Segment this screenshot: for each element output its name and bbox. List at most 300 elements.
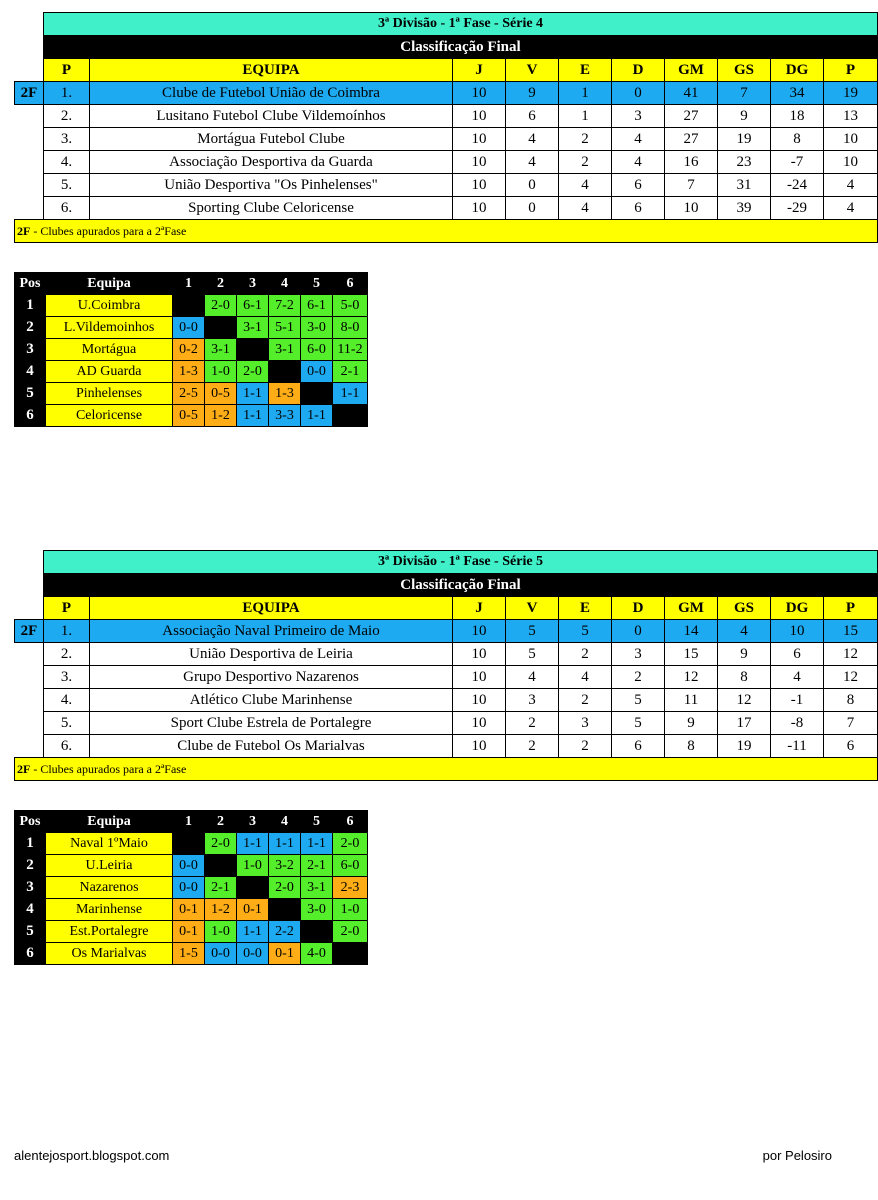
matrix-result: 1-2 bbox=[205, 899, 237, 921]
column-header: D bbox=[612, 59, 665, 82]
column-header: DG bbox=[771, 59, 824, 82]
qualified-badge: 2F bbox=[15, 82, 44, 105]
column-header: EQUIPA bbox=[90, 59, 453, 82]
cell-d: 3 bbox=[612, 105, 665, 128]
matrix-result: 2-0 bbox=[205, 295, 237, 317]
matrix-team: Naval 1ºMaio bbox=[46, 833, 173, 855]
matrix-result: 0-0 bbox=[237, 943, 269, 965]
matrix-pos: 5 bbox=[15, 921, 46, 943]
matrix-header: 4 bbox=[269, 811, 301, 833]
matrix-team: Marinhense bbox=[46, 899, 173, 921]
matrix-header: 4 bbox=[269, 273, 301, 295]
cell-dg: 4 bbox=[771, 666, 824, 689]
matrix-header: 1 bbox=[173, 273, 205, 295]
cell-gm: 11 bbox=[665, 689, 718, 712]
matrix-result: 2-5 bbox=[173, 383, 205, 405]
footer-site[interactable]: alentejosport.blogspot.com bbox=[14, 1148, 170, 1163]
matrix-result: 2-3 bbox=[333, 877, 368, 899]
cell-pos: 3. bbox=[44, 128, 90, 151]
matrix-pos: 3 bbox=[15, 339, 46, 361]
cell-v: 0 bbox=[506, 197, 559, 220]
spacer bbox=[15, 597, 44, 620]
cell-j: 10 bbox=[453, 666, 506, 689]
cell-d: 5 bbox=[612, 712, 665, 735]
cell-d: 0 bbox=[612, 620, 665, 643]
matrix-header: 6 bbox=[333, 273, 368, 295]
cell-gm: 14 bbox=[665, 620, 718, 643]
cell-gm: 16 bbox=[665, 151, 718, 174]
matrix-row bbox=[15, 339, 368, 361]
footnote-key: 2F bbox=[17, 223, 31, 238]
matrix-result: 0-0 bbox=[301, 361, 333, 383]
matrix-pos: 6 bbox=[15, 405, 46, 427]
column-header: E bbox=[559, 597, 612, 620]
cell-gs: 9 bbox=[718, 105, 771, 128]
cell-team: Lusitano Futebol Clube Vildemoínhos bbox=[90, 105, 453, 128]
matrix-row bbox=[15, 855, 368, 877]
cell-j: 10 bbox=[453, 82, 506, 105]
cell-gs: 39 bbox=[718, 197, 771, 220]
matrix-header: Equipa bbox=[46, 273, 173, 295]
matrix-row bbox=[15, 361, 368, 383]
matrix-result: 1-0 bbox=[205, 921, 237, 943]
matrix-result: 3-0 bbox=[301, 317, 333, 339]
matrix-self-cell bbox=[333, 405, 368, 427]
cell-gs: 19 bbox=[718, 128, 771, 151]
matrix-team: Mortágua bbox=[46, 339, 173, 361]
matrix-pos: 6 bbox=[15, 943, 46, 965]
cell-j: 10 bbox=[453, 151, 506, 174]
matrix-result: 2-1 bbox=[301, 855, 333, 877]
cell-pos: 1. bbox=[44, 620, 90, 643]
matrix-result: 2-2 bbox=[269, 921, 301, 943]
footer-author: por Pelosiro bbox=[762, 1148, 832, 1163]
cell-p: 13 bbox=[824, 105, 878, 128]
cell-gs: 31 bbox=[718, 174, 771, 197]
cell-gm: 7 bbox=[665, 174, 718, 197]
cell-gm: 15 bbox=[665, 643, 718, 666]
matrix-header: 3 bbox=[237, 273, 269, 295]
cell-team: Associação Desportiva da Guarda bbox=[90, 151, 453, 174]
cell-d: 6 bbox=[612, 174, 665, 197]
cell-gs: 4 bbox=[718, 620, 771, 643]
cell-p: 19 bbox=[824, 82, 878, 105]
cell-d: 6 bbox=[612, 197, 665, 220]
cell-dg: -8 bbox=[771, 712, 824, 735]
matrix-header: Pos bbox=[15, 273, 46, 295]
matrix-result: 6-1 bbox=[237, 295, 269, 317]
cell-j: 10 bbox=[453, 643, 506, 666]
matrix-result: 2-0 bbox=[269, 877, 301, 899]
column-header: D bbox=[612, 597, 665, 620]
cell-d: 0 bbox=[612, 82, 665, 105]
cell-pos: 4. bbox=[44, 151, 90, 174]
table-row bbox=[15, 174, 878, 197]
matrix-self-cell bbox=[237, 339, 269, 361]
matrix-result: 2-1 bbox=[333, 361, 368, 383]
column-header: DG bbox=[771, 597, 824, 620]
matrix-result: 6-0 bbox=[333, 855, 368, 877]
column-header: EQUIPA bbox=[90, 597, 453, 620]
table-row bbox=[15, 82, 878, 105]
matrix-team: L.Vildemoinhos bbox=[46, 317, 173, 339]
matrix-self-cell bbox=[333, 943, 368, 965]
cell-dg: 18 bbox=[771, 105, 824, 128]
table-row bbox=[15, 620, 878, 643]
cell-pos: 1. bbox=[44, 82, 90, 105]
matrix-result: 1-2 bbox=[205, 405, 237, 427]
matrix-team: Celoricense bbox=[46, 405, 173, 427]
footnote bbox=[15, 758, 878, 781]
column-header: J bbox=[453, 59, 506, 82]
cell-v: 9 bbox=[506, 82, 559, 105]
cell-p: 12 bbox=[824, 666, 878, 689]
cell-d: 4 bbox=[612, 128, 665, 151]
cell-v: 0 bbox=[506, 174, 559, 197]
cell-v: 4 bbox=[506, 128, 559, 151]
matrix-result: 1-1 bbox=[301, 405, 333, 427]
cell-j: 10 bbox=[453, 689, 506, 712]
cell-v: 2 bbox=[506, 712, 559, 735]
cell-d: 6 bbox=[612, 735, 665, 758]
matrix-header: 5 bbox=[301, 273, 333, 295]
matrix-result: 1-0 bbox=[333, 899, 368, 921]
cell-e: 5 bbox=[559, 620, 612, 643]
cell-team: Sport Clube Estrela de Portalegre bbox=[90, 712, 453, 735]
cell-pos: 5. bbox=[44, 712, 90, 735]
cell-dg: -24 bbox=[771, 174, 824, 197]
spacer bbox=[15, 59, 44, 82]
cell-gs: 9 bbox=[718, 643, 771, 666]
spacer bbox=[15, 643, 44, 666]
cell-pos: 5. bbox=[44, 174, 90, 197]
spacer bbox=[15, 174, 44, 197]
matrix-row bbox=[15, 899, 368, 921]
spacer bbox=[15, 128, 44, 151]
matrix-pos: 1 bbox=[15, 295, 46, 317]
matrix-team: Os Marialvas bbox=[46, 943, 173, 965]
matrix-result: 6-1 bbox=[301, 295, 333, 317]
cell-p: 10 bbox=[824, 151, 878, 174]
results-matrix bbox=[14, 272, 368, 427]
matrix-result: 2-1 bbox=[205, 877, 237, 899]
series-title: 3ª Divisão - 1ª Fase - Série 5 bbox=[44, 551, 878, 574]
matrix-result: 2-0 bbox=[333, 833, 368, 855]
cell-team: Clube de Futebol União de Coimbra bbox=[90, 82, 453, 105]
matrix-result: 0-0 bbox=[205, 943, 237, 965]
table-row bbox=[15, 128, 878, 151]
matrix-row bbox=[15, 877, 368, 899]
cell-team: União Desportiva "Os Pinhelenses" bbox=[90, 174, 453, 197]
cell-pos: 2. bbox=[44, 105, 90, 128]
cell-e: 2 bbox=[559, 689, 612, 712]
column-header: GS bbox=[718, 597, 771, 620]
matrix-result: 1-5 bbox=[173, 943, 205, 965]
cell-j: 10 bbox=[453, 712, 506, 735]
cell-pos: 6. bbox=[44, 197, 90, 220]
matrix-result: 0-1 bbox=[269, 943, 301, 965]
column-header: GM bbox=[665, 597, 718, 620]
cell-v: 6 bbox=[506, 105, 559, 128]
matrix-result: 0-5 bbox=[205, 383, 237, 405]
cell-d: 2 bbox=[612, 666, 665, 689]
column-header: GS bbox=[718, 59, 771, 82]
footnote-key: 2F bbox=[17, 761, 31, 776]
cell-gs: 12 bbox=[718, 689, 771, 712]
cell-p: 6 bbox=[824, 735, 878, 758]
cell-e: 2 bbox=[559, 643, 612, 666]
cell-e: 4 bbox=[559, 197, 612, 220]
cell-e: 2 bbox=[559, 735, 612, 758]
spacer bbox=[15, 551, 44, 574]
matrix-self-cell bbox=[205, 855, 237, 877]
table-row bbox=[15, 689, 878, 712]
series-subtitle: Classificação Final bbox=[44, 574, 878, 597]
matrix-pos: 4 bbox=[15, 899, 46, 921]
matrix-result: 1-1 bbox=[237, 833, 269, 855]
cell-v: 2 bbox=[506, 735, 559, 758]
cell-e: 2 bbox=[559, 128, 612, 151]
matrix-result: 3-1 bbox=[301, 877, 333, 899]
table-row bbox=[15, 666, 878, 689]
matrix-row bbox=[15, 921, 368, 943]
matrix-pos: 4 bbox=[15, 361, 46, 383]
cell-team: Mortágua Futebol Clube bbox=[90, 128, 453, 151]
matrix-team: Nazarenos bbox=[46, 877, 173, 899]
matrix-result: 1-1 bbox=[333, 383, 368, 405]
matrix-self-cell bbox=[205, 317, 237, 339]
cell-team: União Desportiva de Leiria bbox=[90, 643, 453, 666]
matrix-result: 5-1 bbox=[269, 317, 301, 339]
matrix-row bbox=[15, 295, 368, 317]
cell-dg: 8 bbox=[771, 128, 824, 151]
cell-v: 5 bbox=[506, 643, 559, 666]
cell-j: 10 bbox=[453, 735, 506, 758]
cell-p: 12 bbox=[824, 643, 878, 666]
matrix-header: 1 bbox=[173, 811, 205, 833]
column-header: GM bbox=[665, 59, 718, 82]
cell-gs: 17 bbox=[718, 712, 771, 735]
matrix-row bbox=[15, 833, 368, 855]
matrix-result: 1-3 bbox=[269, 383, 301, 405]
series-title: 3ª Divisão - 1ª Fase - Série 4 bbox=[44, 13, 878, 36]
cell-p: 8 bbox=[824, 689, 878, 712]
cell-j: 10 bbox=[453, 128, 506, 151]
cell-d: 4 bbox=[612, 151, 665, 174]
matrix-result: 0-0 bbox=[173, 877, 205, 899]
matrix-result: 0-1 bbox=[237, 899, 269, 921]
matrix-row bbox=[15, 943, 368, 965]
footnote-text: - Clubes apurados para a 2ªFase bbox=[30, 223, 187, 238]
matrix-result: 3-0 bbox=[301, 899, 333, 921]
matrix-result: 0-0 bbox=[173, 317, 205, 339]
matrix-result: 2-0 bbox=[333, 921, 368, 943]
series-subtitle: Classificação Final bbox=[44, 36, 878, 59]
cell-gm: 12 bbox=[665, 666, 718, 689]
cell-j: 10 bbox=[453, 197, 506, 220]
matrix-pos: 3 bbox=[15, 877, 46, 899]
cell-gs: 19 bbox=[718, 735, 771, 758]
matrix-self-cell bbox=[301, 383, 333, 405]
cell-team: Associação Naval Primeiro de Maio bbox=[90, 620, 453, 643]
matrix-self-cell bbox=[173, 833, 205, 855]
matrix-row bbox=[15, 317, 368, 339]
matrix-team: Pinhelenses bbox=[46, 383, 173, 405]
cell-p: 15 bbox=[824, 620, 878, 643]
matrix-result: 0-1 bbox=[173, 899, 205, 921]
matrix-result: 1-0 bbox=[237, 855, 269, 877]
cell-j: 10 bbox=[453, 105, 506, 128]
matrix-header: Equipa bbox=[46, 811, 173, 833]
matrix-self-cell bbox=[173, 295, 205, 317]
qualified-badge: 2F bbox=[15, 620, 44, 643]
footnote-text: - Clubes apurados para a 2ªFase bbox=[30, 761, 187, 776]
matrix-header: 2 bbox=[205, 273, 237, 295]
table-row bbox=[15, 105, 878, 128]
cell-gm: 8 bbox=[665, 735, 718, 758]
cell-gm: 9 bbox=[665, 712, 718, 735]
spacer bbox=[15, 13, 44, 36]
matrix-row bbox=[15, 405, 368, 427]
cell-v: 5 bbox=[506, 620, 559, 643]
cell-dg: -1 bbox=[771, 689, 824, 712]
cell-gm: 27 bbox=[665, 105, 718, 128]
matrix-self-cell bbox=[269, 361, 301, 383]
cell-dg: 10 bbox=[771, 620, 824, 643]
matrix-result: 0-1 bbox=[173, 921, 205, 943]
cell-j: 10 bbox=[453, 620, 506, 643]
matrix-header: 2 bbox=[205, 811, 237, 833]
table-row bbox=[15, 197, 878, 220]
cell-dg: -11 bbox=[771, 735, 824, 758]
cell-v: 4 bbox=[506, 151, 559, 174]
matrix-result: 1-1 bbox=[269, 833, 301, 855]
cell-p: 7 bbox=[824, 712, 878, 735]
matrix-result: 2-0 bbox=[237, 361, 269, 383]
matrix-result: 4-0 bbox=[301, 943, 333, 965]
footnote bbox=[15, 220, 878, 243]
cell-dg: -7 bbox=[771, 151, 824, 174]
matrix-team: U.Coimbra bbox=[46, 295, 173, 317]
column-header: V bbox=[506, 59, 559, 82]
matrix-result: 3-3 bbox=[269, 405, 301, 427]
cell-pos: 3. bbox=[44, 666, 90, 689]
spacer bbox=[15, 574, 44, 597]
cell-p: 4 bbox=[824, 174, 878, 197]
table-row bbox=[15, 712, 878, 735]
cell-e: 4 bbox=[559, 174, 612, 197]
matrix-result: 0-5 bbox=[173, 405, 205, 427]
matrix-pos: 2 bbox=[15, 855, 46, 877]
matrix-result: 0-2 bbox=[173, 339, 205, 361]
standings-table bbox=[14, 12, 878, 243]
cell-p: 10 bbox=[824, 128, 878, 151]
matrix-result: 5-0 bbox=[333, 295, 368, 317]
cell-team: Atlético Clube Marinhense bbox=[90, 689, 453, 712]
matrix-result: 1-0 bbox=[205, 361, 237, 383]
matrix-header: 3 bbox=[237, 811, 269, 833]
cell-dg: 6 bbox=[771, 643, 824, 666]
column-header: P bbox=[824, 59, 878, 82]
matrix-result: 3-1 bbox=[237, 317, 269, 339]
matrix-header: 6 bbox=[333, 811, 368, 833]
matrix-pos: 5 bbox=[15, 383, 46, 405]
cell-d: 5 bbox=[612, 689, 665, 712]
cell-gm: 27 bbox=[665, 128, 718, 151]
matrix-result: 6-0 bbox=[301, 339, 333, 361]
cell-j: 10 bbox=[453, 174, 506, 197]
column-header: P bbox=[824, 597, 878, 620]
cell-gm: 41 bbox=[665, 82, 718, 105]
cell-gm: 10 bbox=[665, 197, 718, 220]
cell-e: 3 bbox=[559, 712, 612, 735]
spacer bbox=[15, 712, 44, 735]
matrix-self-cell bbox=[237, 877, 269, 899]
matrix-result: 1-1 bbox=[237, 921, 269, 943]
matrix-result: 11-2 bbox=[333, 339, 368, 361]
cell-pos: 4. bbox=[44, 689, 90, 712]
table-row bbox=[15, 643, 878, 666]
cell-team: Grupo Desportivo Nazarenos bbox=[90, 666, 453, 689]
spacer bbox=[15, 105, 44, 128]
column-header: P bbox=[44, 59, 90, 82]
matrix-result: 3-1 bbox=[205, 339, 237, 361]
matrix-pos: 2 bbox=[15, 317, 46, 339]
matrix-result: 1-3 bbox=[173, 361, 205, 383]
cell-team: Sporting Clube Celoricense bbox=[90, 197, 453, 220]
matrix-pos: 1 bbox=[15, 833, 46, 855]
cell-gs: 7 bbox=[718, 82, 771, 105]
cell-e: 1 bbox=[559, 82, 612, 105]
matrix-self-cell bbox=[269, 899, 301, 921]
cell-pos: 6. bbox=[44, 735, 90, 758]
cell-v: 4 bbox=[506, 666, 559, 689]
matrix-result: 1-1 bbox=[237, 383, 269, 405]
spacer bbox=[15, 666, 44, 689]
column-header: V bbox=[506, 597, 559, 620]
table-row bbox=[15, 735, 878, 758]
matrix-team: AD Guarda bbox=[46, 361, 173, 383]
cell-pos: 2. bbox=[44, 643, 90, 666]
results-matrix bbox=[14, 810, 368, 965]
cell-d: 3 bbox=[612, 643, 665, 666]
matrix-result: 1-1 bbox=[301, 833, 333, 855]
table-row bbox=[15, 151, 878, 174]
column-header: P bbox=[44, 597, 90, 620]
matrix-header: Pos bbox=[15, 811, 46, 833]
cell-v: 3 bbox=[506, 689, 559, 712]
standings-table bbox=[14, 550, 878, 781]
spacer bbox=[15, 735, 44, 758]
cell-gs: 23 bbox=[718, 151, 771, 174]
matrix-result: 3-1 bbox=[269, 339, 301, 361]
spacer bbox=[15, 151, 44, 174]
spacer bbox=[15, 689, 44, 712]
matrix-team: U.Leiria bbox=[46, 855, 173, 877]
cell-team: Clube de Futebol Os Marialvas bbox=[90, 735, 453, 758]
spacer bbox=[15, 197, 44, 220]
matrix-result: 3-2 bbox=[269, 855, 301, 877]
matrix-self-cell bbox=[301, 921, 333, 943]
cell-p: 4 bbox=[824, 197, 878, 220]
matrix-result: 8-0 bbox=[333, 317, 368, 339]
matrix-team: Est.Portalegre bbox=[46, 921, 173, 943]
column-header: J bbox=[453, 597, 506, 620]
cell-e: 1 bbox=[559, 105, 612, 128]
cell-dg: -29 bbox=[771, 197, 824, 220]
matrix-result: 1-1 bbox=[237, 405, 269, 427]
cell-dg: 34 bbox=[771, 82, 824, 105]
